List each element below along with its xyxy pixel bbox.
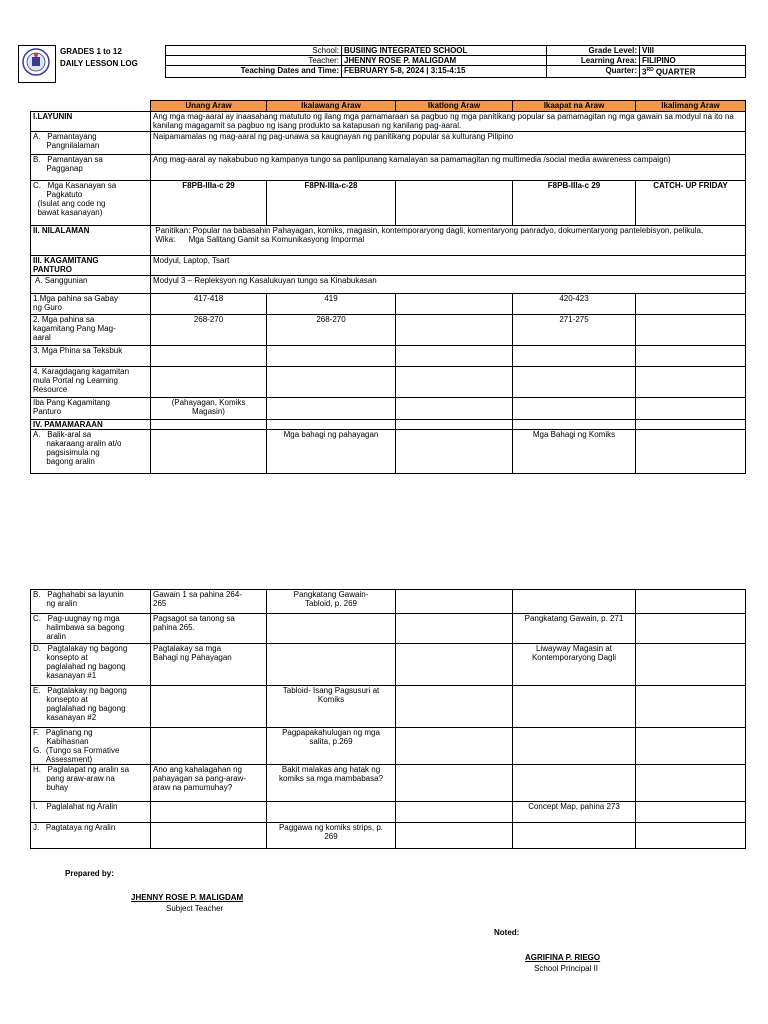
gabay-label: 1.Mga pahina sa Gabay ng Guro	[31, 294, 151, 315]
teksbuk-label: 3. Mga Phina sa Teksbuk	[31, 346, 151, 367]
school-label: School:	[166, 46, 342, 56]
procedure-row-label: B. Paghahabi sa layunin ng aralin	[31, 590, 151, 614]
procedure-cell-day3	[396, 614, 513, 644]
procedure-cell-day4	[513, 686, 636, 728]
kasanayan-d2: F8PN-IIIa-c-28	[267, 181, 396, 226]
procedure-cell-day4: Concept Map, pahina 273	[513, 802, 636, 823]
procedure-row-label: E. Pagtalakay ng bagong konsepto at paglalahad ng bagong kasanayan #2	[31, 686, 151, 728]
area-label: Learning Area:	[547, 56, 640, 66]
procedure-cell-day1: Ano ang kahalagahan ng pahayagan sa pang-araw- araw na pamumuhay?	[151, 765, 267, 802]
nilalaman-label: II. NILALAMAN	[31, 226, 151, 256]
procedure-row-label: C. Pag-uugnay ng mga halimbawa sa bagong aralin	[31, 614, 151, 644]
kasanayan-d5: CATCH- UP FRIDAY	[636, 181, 746, 226]
gabay-d2: 419	[267, 294, 396, 315]
procedure-cell-day2	[267, 802, 396, 823]
kasanayan-d1: F8PB-IIIa-c 29	[151, 181, 267, 226]
procedure-row	[31, 686, 746, 728]
grade-value: VIII	[640, 46, 746, 56]
procedure-row-label: H. Paglalapat ng aralin sa pang araw-araw na buhay	[31, 765, 151, 802]
procedure-cell-day5	[636, 728, 746, 765]
day-header-2: Ikalawang Araw	[267, 101, 396, 112]
procedure-cell-day2: Tabloid- Isang Pagsusuri at Komiks	[267, 686, 396, 728]
procedure-cell-day5	[636, 823, 746, 849]
procedure-row-label: I. Paglalahat ng Aralin	[31, 802, 151, 823]
kasanayan-d4: F8PB-IIIa-c 29	[513, 181, 636, 226]
procedure-cell-day4: Pangkatang Gawain, p. 271	[513, 614, 636, 644]
grade-label: Grade Level:	[547, 46, 640, 56]
procedure-cell-day1: Pagsagot sa tanong sa pahina 265.	[151, 614, 267, 644]
sanggunian-label: A. Sanggunian	[31, 276, 151, 294]
procedure-row	[31, 644, 746, 686]
dll-title	[60, 46, 138, 70]
dates-label: Teaching Dates and Time:	[166, 66, 342, 78]
magaaral-d3	[396, 315, 513, 346]
day-header-4: Ikaapat na Araw	[513, 101, 636, 112]
quarter-label: Quarter:	[547, 66, 640, 78]
sanggunian-text: Modyul 3 – Repleksyon ng Kasalukuyan tungo sa Kinabukasan	[151, 276, 746, 294]
procedure-cell-day3	[396, 644, 513, 686]
gabay-d5	[636, 294, 746, 315]
teacher-value: JHENNY ROSE P. MALIGDAM	[342, 56, 547, 66]
procedure-cell-day1	[151, 728, 267, 765]
procedure-row	[31, 823, 746, 849]
portal-label: 4. Karagdagang kagamitan mula Portal ng Learning Resource	[31, 367, 151, 398]
balik-label: A. Balik-aral sa nakaraang aralin at/o pagsisimula ng bagong aralin	[31, 430, 151, 474]
header-info-table	[165, 45, 746, 78]
procedure-cell-day2	[267, 614, 396, 644]
procedure-cell-day3	[396, 765, 513, 802]
procedure-cell-day2: Pangkatang Gawain- Tabloid, p. 269	[267, 590, 396, 614]
kasanayan-d3	[396, 181, 513, 226]
procedure-cell-day1	[151, 802, 267, 823]
balik-d5	[636, 430, 746, 474]
procedure-row-label: J. Pagtataya ng Aralin	[31, 823, 151, 849]
balik-d4: Mga Bahagi ng Komiks	[513, 430, 636, 474]
procedure-cell-day2: Paggawa ng komiks strips, p. 269	[267, 823, 396, 849]
noted-label: Noted:	[494, 928, 520, 937]
procedure-cell-day1	[151, 823, 267, 849]
quarter-value	[640, 66, 746, 78]
magaaral-d2: 268-270	[267, 315, 396, 346]
dates-value: FEBRUARY 5-8, 2024 | 3:15-4:15	[342, 66, 547, 78]
quarter-num: 3	[642, 67, 647, 77]
pamamaraan-label: IV. PAMAMARAAN	[31, 420, 151, 430]
procedure-cell-day5	[636, 590, 746, 614]
procedure-cell-day5	[636, 644, 746, 686]
procedure-cell-day3	[396, 728, 513, 765]
pagganap-label: B. Pamantayan sa Pagganap	[31, 155, 151, 181]
layunin-label: I.LAYUNIN	[31, 112, 151, 132]
procedure-cell-day2	[267, 644, 396, 686]
iba-d1: (Pahayagan, Komiks Magasin)	[151, 398, 267, 420]
magaaral-d4: 271-275	[513, 315, 636, 346]
kagamitan-text: Modyul, Laptop, Tsart	[151, 256, 746, 276]
procedure-row	[31, 765, 746, 802]
quarter-sup: RD	[646, 67, 654, 73]
procedure-cell-day4: Liwayway Magasin at Kontemporaryong Dagli	[513, 644, 636, 686]
day-header-3: Ikatlong Araw	[396, 101, 513, 112]
kasanayan-label: C. Mga Kasanayan sa Pagkatuto (Isulat ang code ng bawat kasanayan)	[31, 181, 151, 226]
procedure-cell-day3	[396, 590, 513, 614]
pagganap-text: Ang mag-aaral ay nakabubuo ng kampanya tungo sa panlipunang kamalayan sa pamamagitan ng multimedia /social media awareness campaign)	[151, 155, 746, 181]
magaaral-label: 2. Mga pahina sa kagamitang Pang Mag- aaral	[31, 315, 151, 346]
procedure-cell-day1: Pagtalakay sa mga Bahagi ng Pahayagan	[151, 644, 267, 686]
dll-title-line1: GRADES 1 to 12	[60, 47, 122, 56]
teacher-signature-title: Subject Teacher	[166, 904, 224, 913]
balik-d1	[151, 430, 267, 474]
procedure-row-label: D. Pagtalakay ng bagong konsepto at paglalahad ng bagong kasanayan #1	[31, 644, 151, 686]
layunin-text: Ang mga mag-aaral ay inaasahang matututo ng ilang mga pamamaraan sa pagbuo ng mga panitikang popular sa pamamagitan ng mga gawain sa modyul na ito na kanilang magagamit sa pagbuo ng isang produkto sa katapusan ng kanilang pag-aaral.	[151, 112, 746, 132]
teacher-signature-name: JHENNY ROSE P. MALIGDAM	[131, 893, 244, 902]
magaaral-d1: 268-270	[151, 315, 267, 346]
procedure-cell-day3	[396, 686, 513, 728]
procedure-row	[31, 590, 746, 614]
principal-signature-title: School Principal II	[534, 964, 599, 973]
procedure-cell-day2: Bakit malakas ang hatak ng komiks sa mga mambabasa?	[267, 765, 396, 802]
procedure-cell-day1: Gawain 1 sa pahina 264- 265	[151, 590, 267, 614]
iba-label: Iba Pang Kagamitang Panturo	[31, 398, 151, 420]
prepared-by-label: Prepared by:	[65, 869, 114, 878]
procedure-cell-day3	[396, 823, 513, 849]
procedure-cell-day2: Pagpapakahulugan ng mga salita, p.269	[267, 728, 396, 765]
procedure-cell-day4	[513, 765, 636, 802]
day-header-5: Ikalimang Araw	[636, 101, 746, 112]
dll-title-line2: DAILY LESSON LOG	[60, 59, 138, 68]
procedure-cell-day1	[151, 686, 267, 728]
procedure-row-label: F. Paglinang ng Kabihasnan G. (Tungo sa Formative Assessment)	[31, 728, 151, 765]
procedure-cell-day5	[636, 686, 746, 728]
procedure-row	[31, 802, 746, 823]
procedure-row	[31, 614, 746, 644]
pamantayang-label: A. Pamantayang Pangnilalaman	[31, 132, 151, 155]
kagamitan-label: III. KAGAMITANG PANTURO	[31, 256, 151, 276]
lesson-table-part1	[30, 100, 746, 474]
balik-d2: Mga bahagi ng pahayagan	[267, 430, 396, 474]
procedure-row	[31, 728, 746, 765]
magaaral-d5	[636, 315, 746, 346]
procedure-cell-day4	[513, 590, 636, 614]
gabay-d4: 420-423	[513, 294, 636, 315]
procedure-cell-day5	[636, 765, 746, 802]
deped-seal-icon	[21, 47, 51, 77]
procedure-cell-day5	[636, 802, 746, 823]
gabay-d1: 417-418	[151, 294, 267, 315]
pamantayang-text: Naipamamalas ng mag-aaral ng pag-unawa sa kaugnayan ng panitikang popular sa kulturang Pilipino	[151, 132, 746, 155]
nilalaman-text: Panitikan: Popular na babasahin Pahayagan, komiks, magasin, kontemporaryong dagli, komentaryong panradyo, dokumentaryong pantelebisyon, pelikula, Wika: Mga Salitang Gamit sa Komunikasyong Impormal	[151, 226, 746, 256]
area-value: FILIPINO	[640, 56, 746, 66]
principal-signature-name: AGRIFINA P. RIEGO	[525, 953, 601, 962]
gabay-d3	[396, 294, 513, 315]
teacher-label: Teacher:	[166, 56, 342, 66]
school-value: BUSIING INTEGRATED SCHOOL	[342, 46, 547, 56]
procedure-cell-day5	[636, 614, 746, 644]
lesson-table-part2	[30, 589, 746, 849]
procedure-cell-day4	[513, 823, 636, 849]
procedure-cell-day3	[396, 802, 513, 823]
day-header-1: Unang Araw	[151, 101, 267, 112]
procedure-cell-day4	[513, 728, 636, 765]
quarter-text: QUARTER	[653, 67, 696, 77]
balik-d3	[396, 430, 513, 474]
